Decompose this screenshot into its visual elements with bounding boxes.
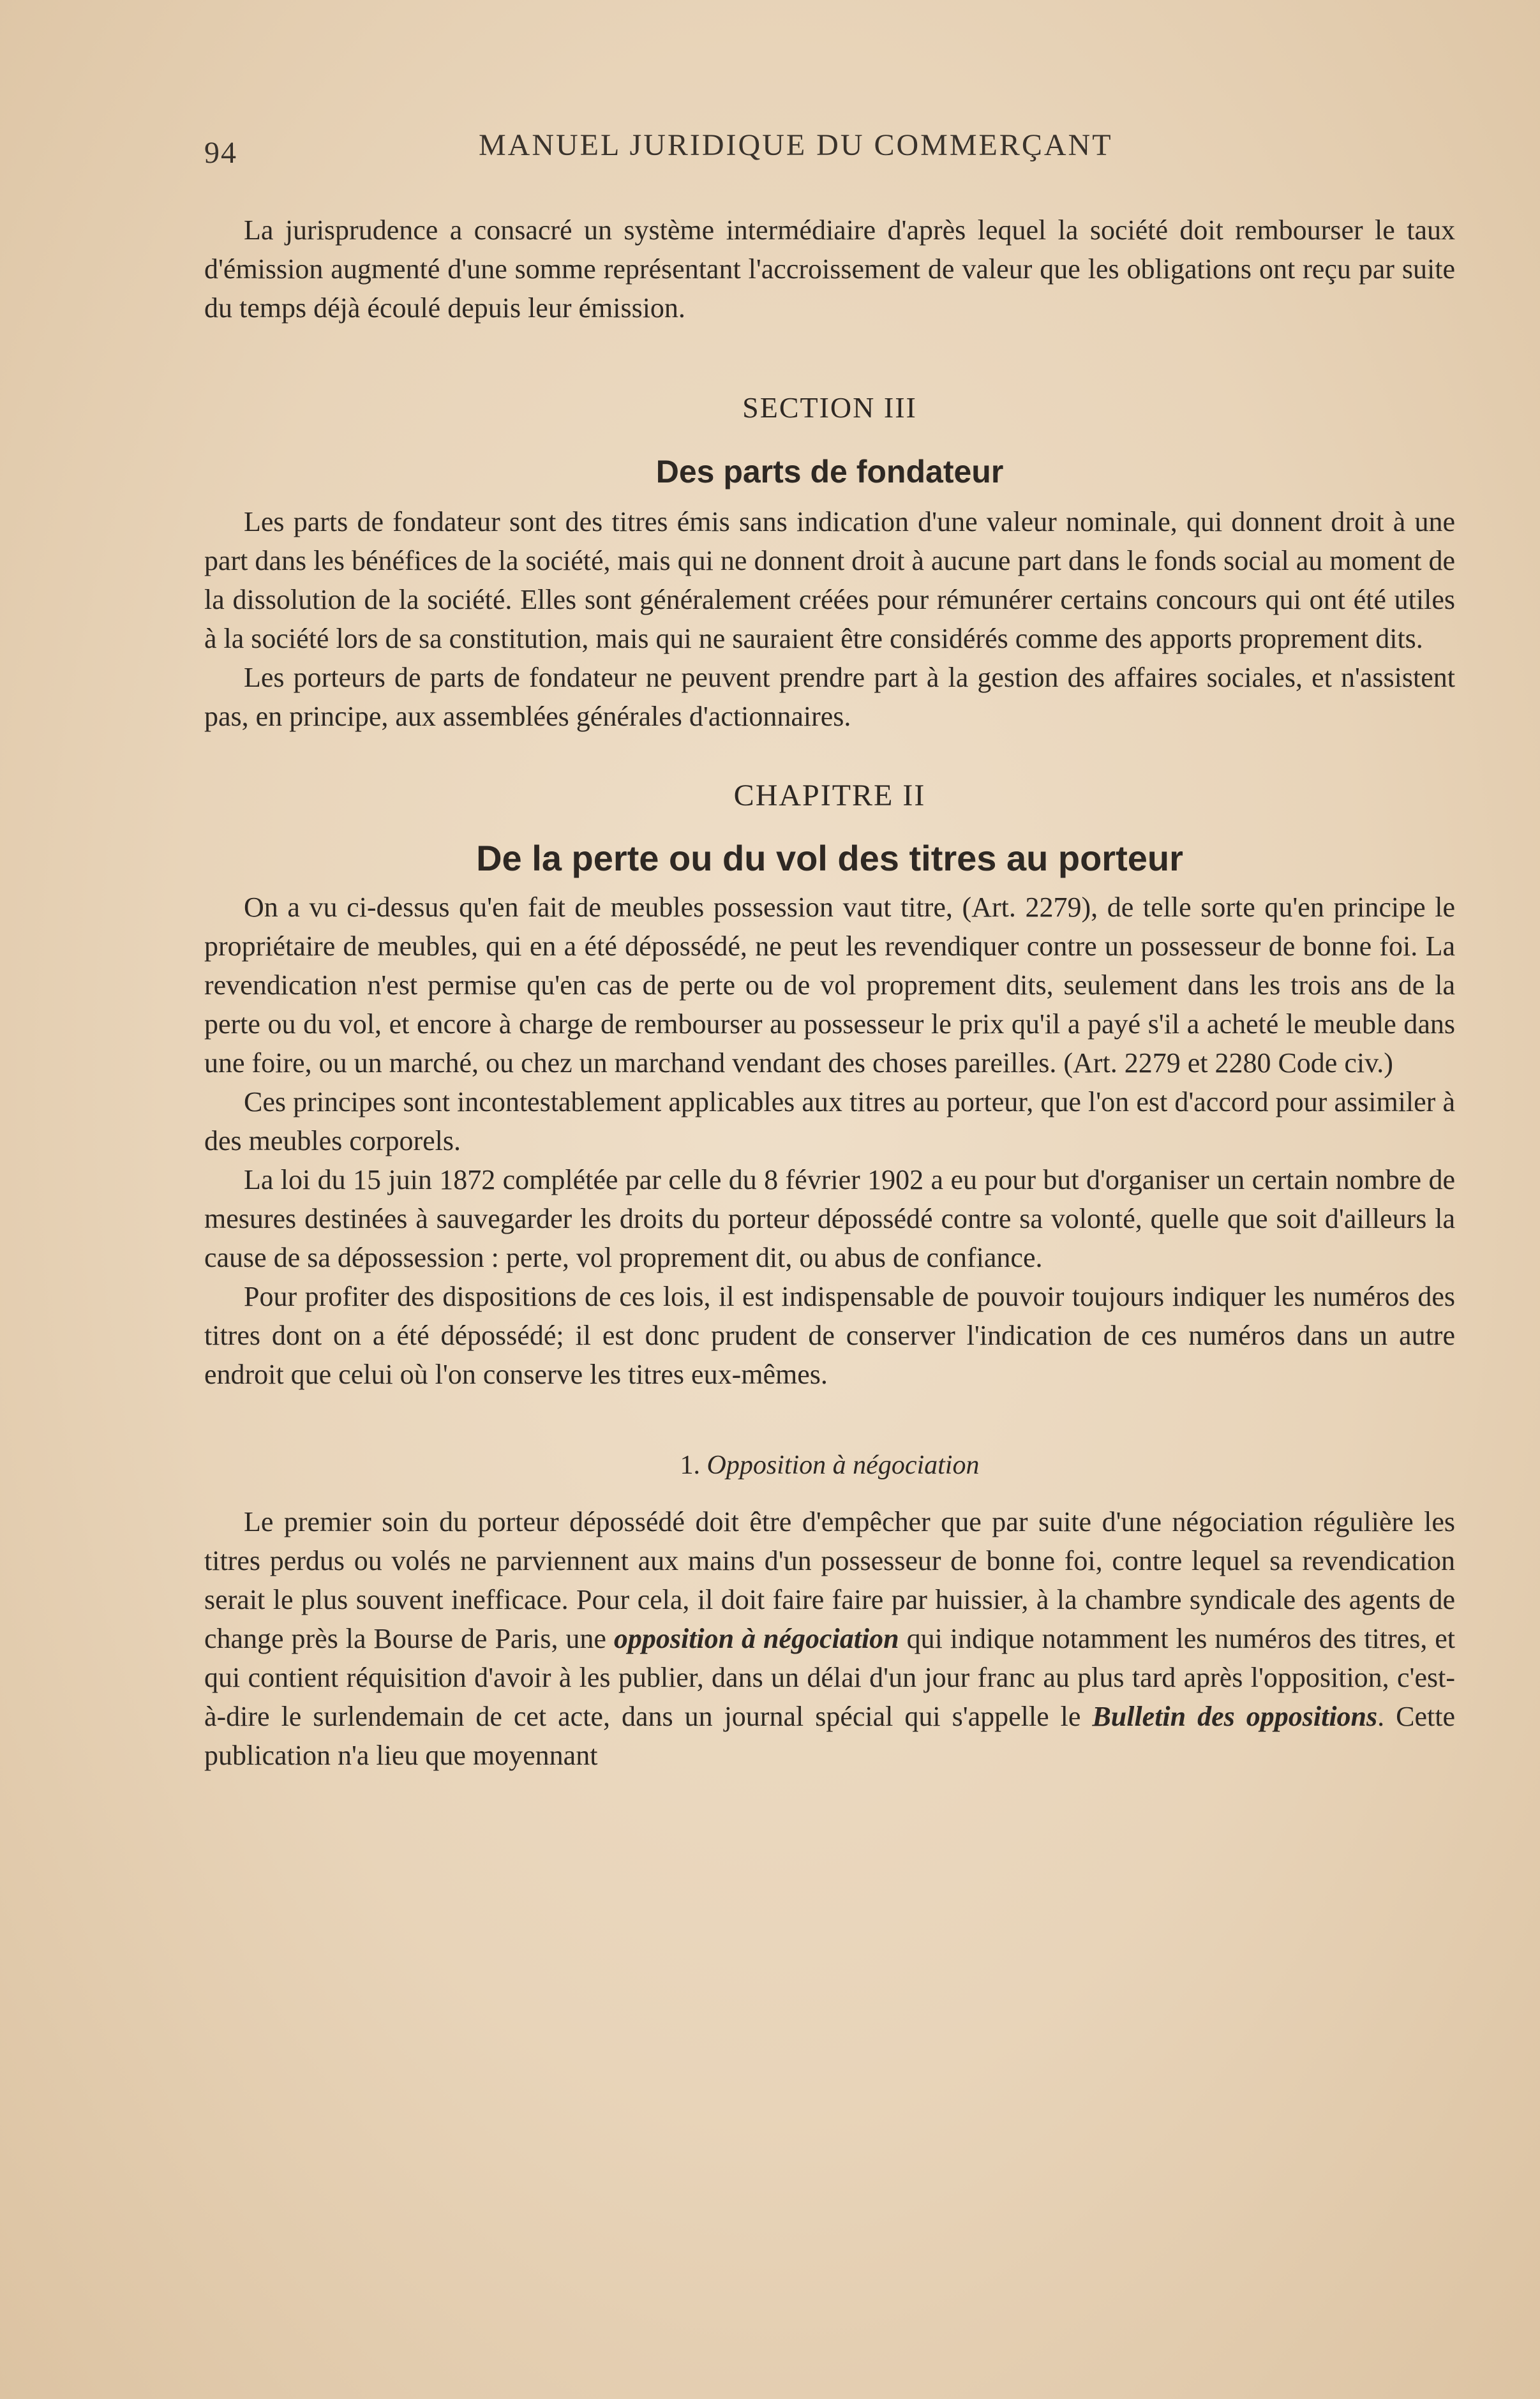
intro-paragraph: La jurisprudence a consacré un système intermédiaire d'après lequel la société doit rembourser le taux d'émission augmenté d'une somme représentant l'accroissement de valeur que les obligations ont reçu par suite du temps déjà écoulé depuis leur émission.: [204, 214, 1455, 324]
section-label: SECTION III: [742, 391, 917, 424]
section-paragraph: Les porteurs de parts de fondateur ne peuvent prendre part à la gestion des affaires sociales, et n'assistent pas, en principe, aux assemblées générales d'actionnaires.: [204, 662, 1455, 732]
chapter-paragraph: La loi du 15 juin 1872 complétée par celle du 8 février 1902 a eu pour but d'organiser un certain nombre de mesures destinées à sauvegarder les droits du porteur dépossédé contre sa volonté, quelle que soit d'ailleurs la cause de sa dépossession : perte, vol proprement dit, ou abus de confiance.: [204, 1164, 1455, 1273]
intro-block: [204, 211, 1455, 327]
emphasis-opposition: opposition à négociation: [613, 1623, 899, 1654]
page-content: [204, 128, 1455, 1775]
chapter-label: CHAPITRE II: [733, 779, 926, 812]
subsection-number: 1.: [680, 1451, 700, 1480]
running-header: [204, 128, 1455, 172]
subsection-text: Le premier soin du porteur dépossédé doit être d'empêcher que par suite d'une négociation régulière les titres perdus ou volés ne parviennent aux mains d'un possesseur de bonne foi, contre lequel sa revendication serait le plus souvent inefficace. Pour cela, il doit faire faire par huissier, à la chambre syndicale des agents de change près la Bourse de Paris, une: [204, 1506, 1455, 1654]
chapter-paragraph: Ces principes sont incontestablement applicables aux titres au porteur, que l'on est d'accord pour assimiler à des meubles corporels.: [204, 1086, 1455, 1156]
chapter-paragraph: Pour profiter des dispositions de ces lois, il est indispensable de pouvoir toujours indiquer les numéros des titres dont on a été dépossédé; il est donc prudent de conserver l'indication de ces numéros dans un autre endroit que celui où l'on conserve les titres eux-mêmes.: [204, 1281, 1455, 1390]
section-paragraph: Les parts de fondateur sont des titres émis sans indication d'une valeur nominale, qui donnent droit à une part dans les bénéfices de la société, mais qui ne donnent droit à aucune part dans le fonds social au moment de la dissolution de la société. Elles sont généralement créées pour rémunérer certains concours qui ont été utiles à la société lors de sa constitution, mais qui ne sauraient être considérés comme des apports proprement dits.: [204, 506, 1455, 654]
page-number: 94: [204, 136, 237, 170]
subsection-text: qui indique notamment les numéros des titres, et qui contient réquisition d'avoir à les publier, dans un délai d'un jour franc au plus tard après l'opposition, c'est-à-dire le surlendemain de cet acte, dans un journal spécial qui s'appelle le: [204, 1623, 1455, 1732]
chapter-paragraph: On a vu ci-dessus qu'en fait de meubles possession vaut titre, (Art. 2279), de telle sorte qu'en principe le propriétaire de meubles, qui en a été dépossédé, ne peut les revendiquer contre un possesseur de bonne foi. La revendication n'est permise qu'en cas de perte ou de vol proprement dits, seulement dans les trois ans de la perte ou du vol, et encore à charge de rembourser au possesseur le prix qu'il a payé s'il a acheté le meuble dans une foire, ou un marché, ou chez un marchand vendant des choses pareilles. (Art. 2279 et 2280 Code civ.): [204, 892, 1455, 1079]
subsection-text: . Cette publication n'a lieu que moyennant: [204, 1701, 1456, 1771]
subsection-title: Opposition à négociation: [706, 1451, 980, 1480]
section-title: Des parts de fondateur: [655, 454, 1004, 490]
emphasis-bulletin: Bulletin des oppositions: [1092, 1701, 1378, 1732]
subsection-paragraph: [204, 1502, 1455, 1775]
running-title: MANUEL JURIDIQUE DU COMMERÇANT: [479, 128, 1113, 162]
subsection-heading: [204, 1447, 1455, 1483]
chapter-title: De la perte ou du vol des titres au porteur: [476, 838, 1183, 878]
